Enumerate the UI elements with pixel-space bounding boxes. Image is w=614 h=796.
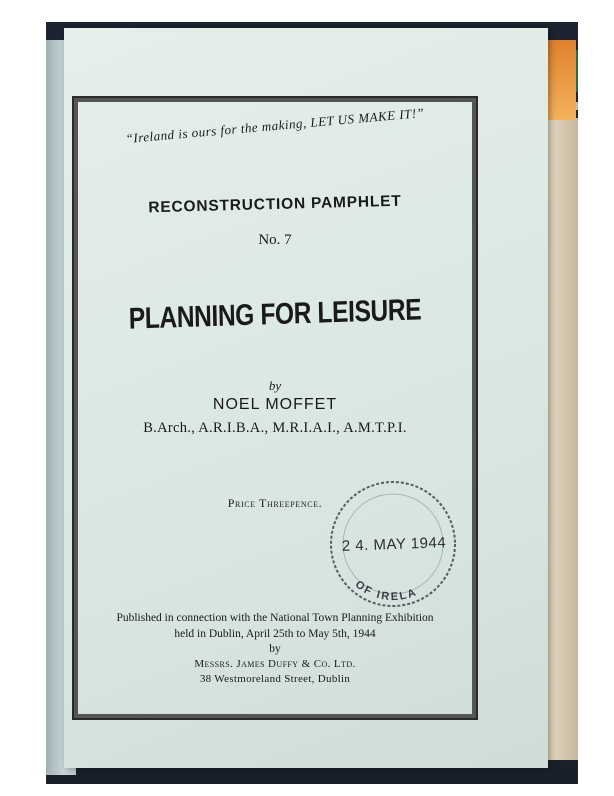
series-title: RECONSTRUCTION PAMPHLET [148, 192, 402, 217]
motto: “Ireland is ours for the making, LET US MAKE IT!” [125, 104, 425, 147]
author-name: NOEL MOFFET [212, 396, 338, 413]
author-qualifications: B.Arch., A.R.I.B.A., M.R.I.A.I., A.M.T.P.I. [143, 420, 407, 436]
stamp-date: 2 4. MAY 1944 [341, 534, 447, 555]
publisher-address: 38 Westmoreland Street, Dublin [199, 673, 351, 685]
pamphlet-title: PLANNING FOR LEISURE [128, 293, 422, 336]
by-line: by [268, 378, 282, 393]
adjacent-book-orange-corner [548, 40, 576, 120]
price: Price Threepence. [227, 496, 323, 510]
publisher-name: Messrs. James Duffy & Co. Ltd. [194, 658, 356, 670]
publisher-by: by [269, 643, 281, 655]
pamphlet-number: No. 7 [258, 232, 292, 248]
publication-note-line2: held in Dublin, April 25th to May 5th, 1944 [174, 628, 376, 640]
publication-note-line1: Published in connection with the National Town Planning Exhibition [116, 612, 434, 624]
svg-text:OF IRELA [353, 579, 419, 604]
stamp-ring-text: OF IRELA [352, 578, 420, 604]
